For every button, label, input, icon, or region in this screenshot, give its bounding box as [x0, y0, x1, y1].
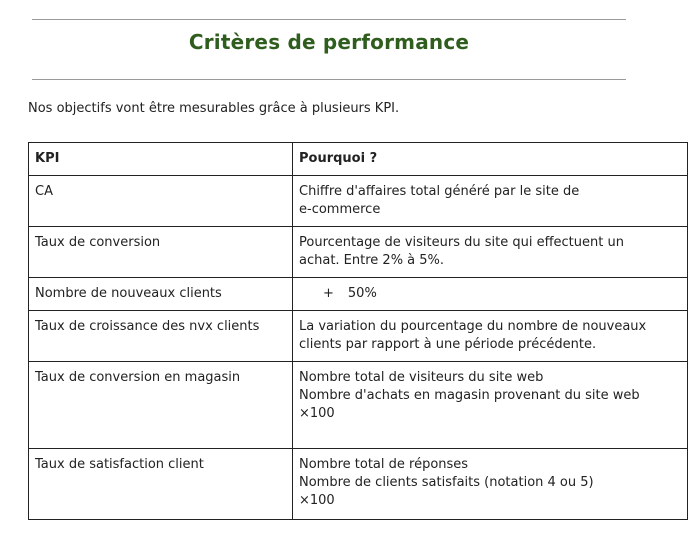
- reason-cell: [293, 176, 688, 227]
- reason-line: e-commerce: [299, 202, 381, 217]
- table-row: [29, 362, 688, 449]
- multiplier: ×100: [299, 406, 335, 421]
- reason-cell: [293, 311, 688, 362]
- kpi-table: [28, 142, 688, 520]
- kpi-cell: Taux de conversion en magasin: [29, 362, 293, 449]
- reason-line: Nombre d'achats en magasin provenant du site web: [299, 388, 640, 403]
- reason-line: Nombre total de réponses: [299, 457, 469, 472]
- reason-line: clients par rapport à une période précédente.: [299, 337, 597, 352]
- table-row: [29, 278, 688, 311]
- reason-cell: [293, 227, 688, 278]
- header-kpi: KPI: [29, 143, 293, 176]
- multiplier: ×100: [299, 493, 335, 508]
- table-header-row: [29, 143, 688, 176]
- reason-line: La variation du pourcentage du nombre de nouveaux: [299, 319, 647, 334]
- reason-cell: [293, 278, 688, 311]
- table-row: [29, 176, 688, 227]
- reason-cell: [293, 449, 688, 520]
- reason-line: Pourcentage de visiteurs du site qui effectuent un: [299, 235, 624, 250]
- intro-paragraph: Nos objectifs vont être mesurables grâce à plusieurs KPI.: [28, 101, 400, 116]
- table-row: [29, 449, 688, 520]
- table-row: [29, 227, 688, 278]
- kpi-cell: Nombre de nouveaux clients: [29, 278, 293, 311]
- kpi-cell: CA: [29, 176, 293, 227]
- reason-line: Nombre de clients satisfaits (notation 4 ou 5): [299, 475, 594, 490]
- bottom-divider: [32, 79, 626, 80]
- plus-sign: +: [323, 286, 334, 301]
- kpi-cell: Taux de conversion: [29, 227, 293, 278]
- reason-line: Chiffre d'affaires total généré par le site de: [299, 184, 580, 199]
- growth-target: [299, 285, 377, 303]
- top-divider: [32, 19, 626, 20]
- kpi-cell: Taux de croissance des nvx clients: [29, 311, 293, 362]
- reason-line: Nombre total de visiteurs du site web: [299, 370, 544, 385]
- page-title: Critères de performance: [188, 30, 470, 54]
- header-pourquoi: Pourquoi ?: [293, 143, 688, 176]
- table-row: [29, 311, 688, 362]
- reason-cell: [293, 362, 688, 449]
- percent-value: 50%: [347, 286, 377, 301]
- kpi-cell: Taux de satisfaction client: [29, 449, 293, 520]
- reason-line: achat. Entre 2% à 5%.: [299, 253, 445, 268]
